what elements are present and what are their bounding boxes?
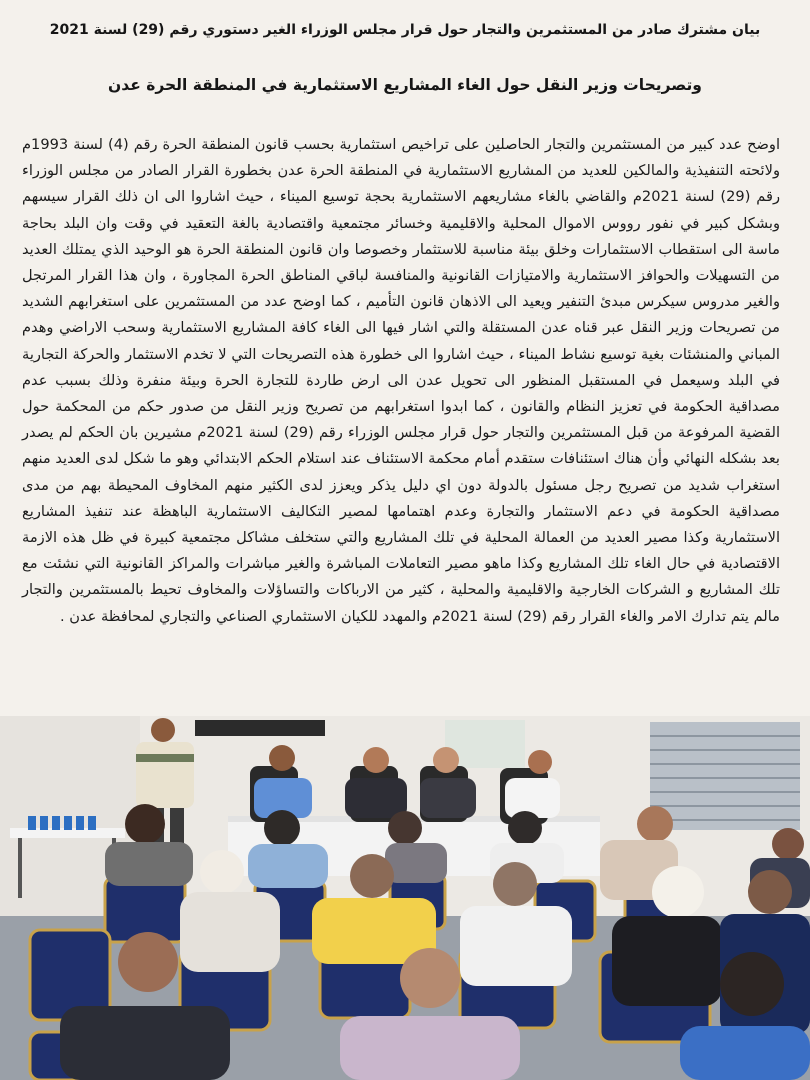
window-blinds: [650, 722, 800, 830]
statement-subtitle: وتصريحات وزير النقل حول الغاء المشاريع الاستثمارية في المنطقة الحرة عدن: [108, 76, 702, 94]
meeting-photo-illustration: [0, 716, 810, 1080]
meeting-room-photo: [0, 716, 810, 1080]
wall-screen: [195, 720, 325, 736]
statement-body: اوضح عدد كبير من المستثمرين والتجار الحاصلين على تراخيص استثمارية بحسب قانون المنطقة الحرة رقم (4) لسنة 1993م ولائحته التنفيذية والمالكين للعديد من المشاريع الاستثمارية في المنطقة الحرة عدن بخطورة القرار الصادر من مجلس الوزراء رقم (29) لسنة 2021م والقاضي بالغاء مشاريعهم الاستثمارية بحجة توسيع الميناء ، حيث اشاروا الى ان ذلك القرار سيسهم وبشكل كبير في نفور رووس الاموال المحلية والاقليمية وخسائر مجتمعية واقتصادية بالغة التعقيد في وقت وان البلد بحاجة ماسة الى استقطاب الاستثمارات وخلق بيئة مناسبة للاستثمار وخصوصا وان قانون المنطقة الحرة هو الوحيد الذي يمتلك العديد من التسهيلات والحوافز الاستثمارية والامتيازات القانونية والمنافسة لباقي المناطق الحرة المجاورة ، وان هذا القرار المرتجل والغير مدروس سيكرس مبدئ التنفير ويعيد الى الاذهان قانون التأميم ، كما اوضح عدد من المستثمرين على استغرابهم الشديد من تصريحات وزير النقل عبر قناه عدن المستقلة والتي اشار فيها الى الغاء كافة المشاريع الاستثمارية وسحب الاراضي وهدم المباني والمنشئات بغية توسيع نشاط الميناء ، حيث اشاروا الى خطورة هذه التصريحات التي لا تخدم الاستثمار والحركة التجارية في البلد وسيعمل في المستقبل المنظور الى تحويل عدن الى ارض طاردة للتجارة الحرة وبيئة منفرة وذلك بسبب عدم مصداقية الحكومة في تعزيز النظام والقانون ، كما ابدوا استغرابهم من تصريح وزير النقل من صدور حكم من المحكمة حول القضية المرفوعة من قبل المستثمرين والتجار حول قرار مجلس الوزراء رقم (29) لسنة 2021م مشيرين بان الحكم لم يصدر بعد بشكله النهائي وأن هناك استئنافات ستقدم أمام محكمة الاستئناف عند استلام الحكم الابتدائي وهو ما شكل لدى العديد منهم استغراب شديد من تصريح رجل مسئول بالدولة دون اي دليل يذكر ويعزز لدى الكثير منهم المخاوف المحيطة بهم من مدى مصداقية الحكومة في دعم الاستثمار والتجارة وعدم اهتمامها لمصير التكاليف الاستثمارية الباهظة عند تنفيذ المشاريع الاستثمارية وكذا مصير العديد من العمالة المحلية في تلك المشاريع والتي ستخلف مشاكل مجتمعية كبيرة في ظل هذه الازمة الاقتصادية في حال الغاء تلك المشاريع وكذا ماهو مصير التعاملات المباشرة والغير مباشرات والمراكز القانونية التي نشئت مع تلك المشاريع و الشركات الخارجية والاقليمية والمحلية ، كثير من الارباكات والتساؤلات والمخاوف تحيط بالمستثمرين والتجار مالم يتم تدارك الامر والغاء القرار رقم (29) لسنة 2021م والمهدد للكيان الاستثماري الصناعي والتجاري لمحافظة عدن .: [22, 136, 781, 625]
statement-title: بيان مشترك صادر من المستثمرين والتجار حول قرار مجلس الوزراء الغير دستوري رقم (29) لسنة 2021: [49, 22, 761, 38]
